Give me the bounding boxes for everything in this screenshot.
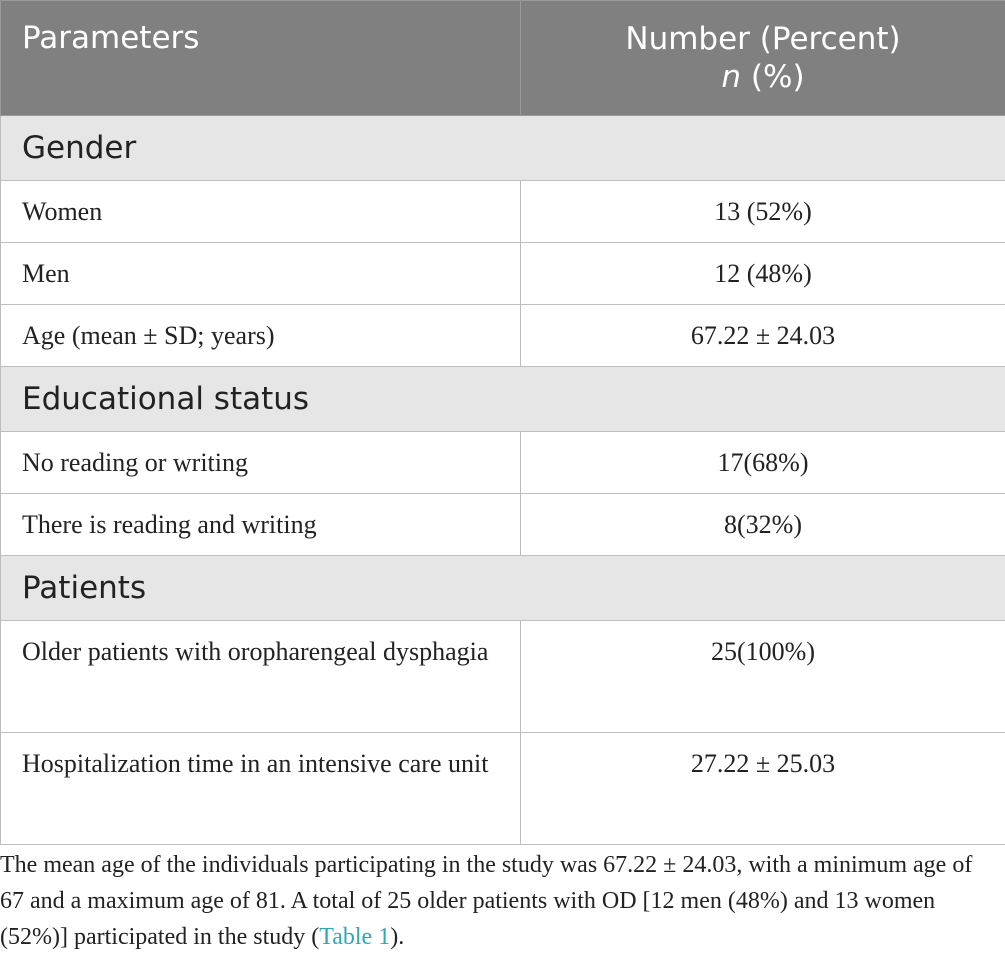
- table-row: [1, 181, 1005, 243]
- table-row: [1, 621, 1005, 733]
- row-label: Older patients with oropharengeal dysphagia: [1, 621, 521, 733]
- row-label: Age (mean ± SD; years): [1, 305, 521, 367]
- header-n-symbol: n: [721, 59, 742, 95]
- row-value: 27.22 ± 25.03: [521, 733, 1005, 845]
- section-row-gender: [1, 116, 1005, 181]
- section-row-educational-status: [1, 367, 1005, 432]
- header-percent-symbol: (%): [741, 59, 805, 95]
- row-label: Women: [1, 181, 521, 243]
- section-title: Educational status: [1, 367, 1005, 432]
- table-row: [1, 305, 1005, 367]
- row-label: There is reading and writing: [1, 494, 521, 556]
- table-row: [1, 733, 1005, 845]
- row-label: Hospitalization time in an intensive care unit: [1, 733, 521, 845]
- table-1-link[interactable]: Table 1: [319, 924, 391, 950]
- row-label: No reading or writing: [1, 432, 521, 494]
- table-row: [1, 494, 1005, 556]
- footnote-text: The mean age of the individuals participating in the study was 67.22 ± 24.03, with a minimum age of 67 and a maximum age of 81. A total of 25 older patients with OD [12 men (48%) and 13 women (52%)] participated in the study (: [0, 852, 973, 950]
- section-title: Patients: [1, 556, 1005, 621]
- row-value: 25(100%): [521, 621, 1005, 733]
- section-title: Gender: [1, 116, 1005, 181]
- row-value: 8(32%): [521, 494, 1005, 556]
- header-number-percent-line1: Number (Percent): [625, 21, 901, 57]
- row-value: 17(68%): [521, 432, 1005, 494]
- row-value: 13 (52%): [521, 181, 1005, 243]
- header-number-percent: [521, 1, 1005, 116]
- row-label: Men: [1, 243, 521, 305]
- section-row-patients: [1, 556, 1005, 621]
- table-row: [1, 432, 1005, 494]
- table-header-row: [1, 1, 1005, 116]
- table-row: [1, 243, 1005, 305]
- row-value: 67.22 ± 24.03: [521, 305, 1005, 367]
- footnote-text-end: ).: [390, 924, 405, 950]
- table-footnote: [0, 847, 1000, 955]
- row-value: 12 (48%): [521, 243, 1005, 305]
- header-parameters: Parameters: [1, 1, 521, 116]
